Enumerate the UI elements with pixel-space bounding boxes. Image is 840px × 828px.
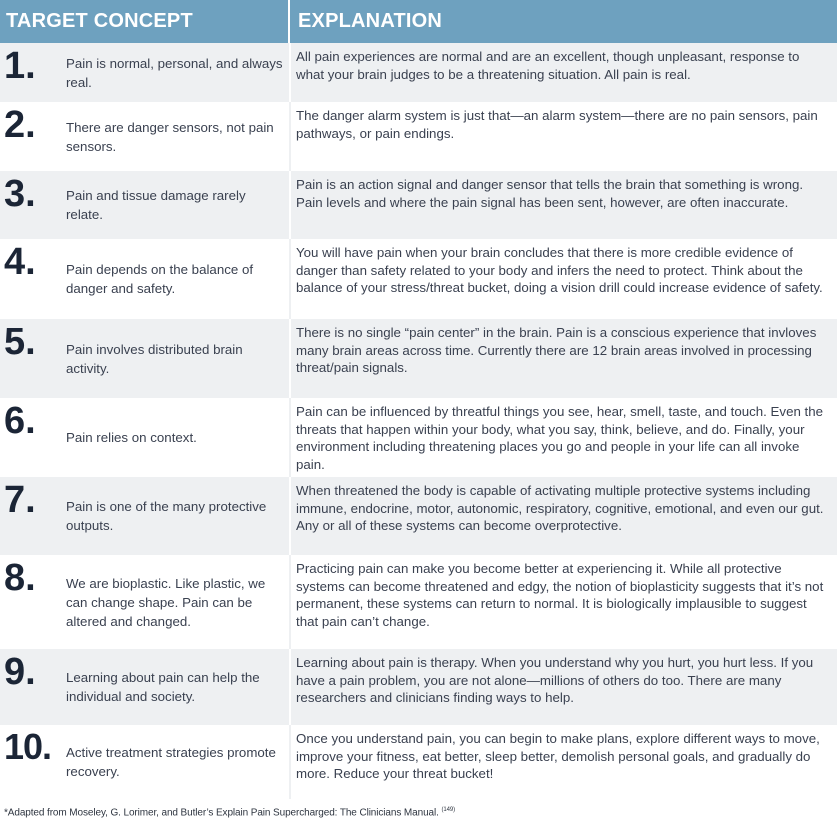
explanation: Once you understand pain, you can begin to make plans, explore different ways to move, improve your fitness, eat better, sleep better, demolish personal goals, and gradually do more. Reduce your threat bucket!	[296, 731, 820, 781]
row-number: 5.	[4, 321, 36, 363]
explanation: There is no single “pain center” in the brain. Pain is a conscious experience that invloves many brain areas across time. Currently there are 12 brain areas involved in processing threat/pain signals.	[296, 325, 817, 375]
table-row	[0, 477, 837, 555]
row-number: 1.	[4, 45, 36, 87]
target-concept: Pain is one of the many protective outputs.	[66, 477, 291, 555]
target-concept: Pain and tissue damage rarely relate.	[66, 171, 291, 239]
footnote-reference: (149)	[441, 807, 455, 813]
table-row	[0, 725, 837, 799]
header-target-concept: TARGET CONCEPT	[0, 0, 290, 43]
header-explanation: EXPLANATION	[298, 10, 443, 32]
target-concept: There are danger sensors, not pain sensors.	[66, 102, 291, 171]
footnote	[4, 807, 455, 818]
table-row	[0, 319, 837, 398]
target-concept: Learning about pain can help the individual and society.	[66, 649, 291, 725]
row-number: 7.	[4, 479, 36, 521]
row-number: 6.	[4, 400, 36, 442]
target-concept: Pain is normal, personal, and always real.	[66, 43, 291, 102]
explanation: Learning about pain is therapy. When you understand why you hurt, you hurt less. If you have a pain problem, you are not alone—millions of others do too. There are many researchers and clinicians finding ways to help.	[296, 655, 814, 705]
explanation: Pain can be influenced by threatful things you see, hear, smell, taste, and touch. Even the threats that happen within your body, what you say, think, believe, and do. Finally, your environment including threatening places you go and people in your life can all invoke pain.	[296, 404, 824, 472]
row-number: 4.	[4, 241, 36, 283]
explanation: Practicing pain can make you become better at experiencing it. While all protective systems can become threatened and edgy, the notion of bioplasticity suggests that it’s not permanent, these systems can return to normal. It is biologically implausible to suggest that pain can’t change.	[296, 561, 824, 629]
row-number: 8.	[4, 557, 36, 599]
table-row	[0, 649, 837, 725]
explanation: When threatened the body is capable of activating multiple protective systems including immune, endocrine, motor, autonomic, respiratory, cognitive, emotional, and even our gut. Any or all of these systems can become overprotective.	[296, 483, 824, 533]
explanation: You will have pain when your brain concludes that there is more credible evidence of danger than safety related to your body and infers the need to protect. Think about the balance of your stress/threat bucket, doing a vision drill could increase evidence of safety.	[296, 245, 823, 295]
table-row	[0, 555, 837, 649]
table-row	[0, 398, 837, 477]
row-number: 2.	[4, 104, 36, 146]
target-concept: Pain depends on the balance of danger and safety.	[66, 239, 291, 319]
explanation: All pain experiences are normal and are an excellent, though unpleasant, response to what your brain judges to be a threatening situation. All pain is real.	[296, 49, 800, 82]
explanation: The danger alarm system is just that—an alarm system—there are no pain sensors, pain pathways, or pain endings.	[296, 108, 818, 141]
target-concept: Active treatment strategies promote recovery.	[66, 725, 291, 799]
row-number: 3.	[4, 173, 36, 215]
table-row	[0, 43, 837, 102]
table-header	[0, 0, 837, 43]
table-row	[0, 102, 837, 171]
row-number: 10.	[4, 726, 52, 767]
target-concept: Pain relies on context.	[66, 398, 291, 477]
table-row	[0, 171, 837, 239]
target-concept: Pain involves distributed brain activity.	[66, 319, 291, 398]
table-row	[0, 239, 837, 319]
target-concept: We are bioplastic. Like plastic, we can change shape. Pain can be altered and changed.	[66, 555, 291, 649]
footnote-text: *Adapted from Moseley, G. Lorimer, and Butler’s Explain Pain Supercharged: The Clinicians Manual.	[4, 807, 439, 819]
row-number: 9.	[4, 651, 36, 693]
explanation: Pain is an action signal and danger sensor that tells the brain that something is wrong. Pain levels and where the pain signal has been sent, however, are often inaccurate.	[296, 177, 804, 210]
